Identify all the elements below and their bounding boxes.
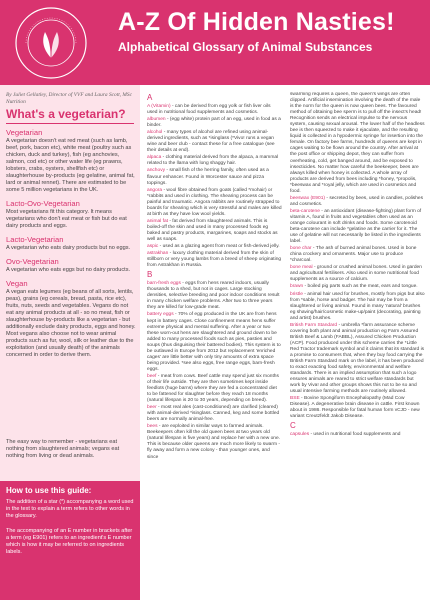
howto-paragraph-1: The addition of a star (*) accompanying a word used in the text to explain a term refers to other words in the glossary. xyxy=(6,499,134,519)
header-banner xyxy=(0,0,430,85)
glossary-column-2 xyxy=(290,92,425,598)
page-title: A-Z Of Hidden Nasties! xyxy=(118,8,395,36)
glossary-term: alpaca xyxy=(147,155,162,161)
glossary-term: albumen xyxy=(147,117,166,123)
definition-text: A vegetarian who eats eggs but no dairy products. xyxy=(6,267,131,273)
glossary-definition: - 70% of egg produced in the UK are from hens kept in battery cages. Close confinement means hens suffer extreme physical and mental suffering. After a year or two these worn-out hens are slaughtered and ground down to be added to many processed foods such as pies, pasties and soups (thus disguising their battered bodies). This system is to be outlawed in Europe from 2012 but replacement 'enriched cages' are little better with only tiny amounts of extra space being provided. *see also eggs, free range eggs, barn-fresh eggs. xyxy=(147,312,281,372)
glossary-term: aspic xyxy=(147,244,159,250)
glossary-definition: - meat from cows. Beef cattle may spend just six months of their life outside. They are then sometimes kept inside feedlots (huge barns) where they are fed a concentrated diet to be fattened for slaughter before they reach 18 months (natural lifespan is 20 to 30 years, depending on breed). xyxy=(147,373,279,404)
glossary-definition: - can be derived from egg yolk or fish liver oils used in nutritional food supplements and cosmetics. xyxy=(147,104,271,116)
glossary-term: bone meal xyxy=(290,265,313,271)
glossary-term: beta-carotene xyxy=(290,208,320,214)
glossary-definition: - many types of alcohol are refined using animal-derived ingredients, such as *isinglass (*Vivo! runs a vegan wine and beer club - contact these for a free catalogue (see their details at end). xyxy=(147,130,275,154)
glossary-definition: - fat derived from slaughtered animals. This is boiled-off the skin and used in many processed foods eg baked and pastry products, margarines, soaps and stocks as well as soaps. xyxy=(147,218,278,242)
definition-text: A vegetarian doesn't eat red meat (such as lamb, beef, pork, bacon etc), white meat (poultry such as chicken, duck and turkey), fish (eg anchovies, salmon, cod etc) or other water life (eg prawns, lobsters, crabs, oysters, shellfish etc) or slaughterhouse by-products (eg gelatine, animal fat, lard or animal rennet). There are estimated to be some 5 million vegetarians in the UK. xyxy=(6,138,135,193)
glossary-definition: - wool fibre obtained from goats (called *mohair) or *rabbits and used in clothing. The shearing process can be painful and traumatic. Angora rabbits are routinely strapped to boards for shearing which is very stressful and males are killed at birth as they have low wool yields. xyxy=(147,187,282,217)
definition-text: A vegetarian who eats dairy products but no eggs. xyxy=(6,245,131,251)
glossary-term: capsules xyxy=(290,432,310,438)
glossary-letter-heading: C xyxy=(290,421,296,431)
definition-title: Lacto-Vegetarian xyxy=(6,235,64,244)
glossary-entry xyxy=(147,188,282,218)
glossary-letter-heading: B xyxy=(147,270,153,280)
heading-divider xyxy=(6,123,134,124)
glossary-term: alcohol xyxy=(147,130,163,136)
glossary-term: beer xyxy=(147,405,157,411)
definition-ovo-vegetarian xyxy=(6,257,136,274)
glossary-entry xyxy=(290,396,425,420)
definition-title: Vegetarian xyxy=(6,128,43,137)
vvf-logo-icon xyxy=(14,6,88,80)
glossary-definition: - luxury clothing material derived from the skin of stillborn or very young lambs from a breed of sheep originating from Astrakhan in Russia. xyxy=(147,251,282,269)
glossary-definition: - umbrella *farm assurance scheme covering both plant and animal production eg Farm Assured British Beef & Lamb (FABBL), Assured Chicken Production (ACP). Food produced under this scheme carries the *Little Red Tractor trademark symbol and it claims that its standard is a promise to consumers that, when they buy food carrying the British Farm Standard mark on the label, it has been produced to exact exacting food safety, environmental and welfare standards. There is an implied assumption that such a logo ensures animals are reared to strict welfare standards but work by Viva! and other groups shows this not to be so and usual intensive farming methods are routinely allowed. xyxy=(290,322,425,395)
glossary-term: British Farm Standard xyxy=(290,322,338,328)
glossary-term: BSE xyxy=(290,396,300,402)
closing-note: The easy way to remember - vegetarians eat nothing from slaughtered animals; vegans eat nothing from living or dead animals. xyxy=(6,439,120,459)
glossary-entry xyxy=(290,323,425,396)
glossary-definition: - an antioxidant (disease-fighting) plant form of vitamin A, found in fruits and vegetables often used as an orange colourant in soft drinks and foods. Some carotenoid beta-carotene can include *gelatine as the carrier for it. The use of gelatine will not necessarily be listed in the ingredients label. xyxy=(290,208,422,245)
glossary-entry xyxy=(290,265,425,283)
definition-title: Lacto-Ovo-Vegetarian xyxy=(6,199,80,208)
glossary-column-1 xyxy=(147,92,282,598)
glossary-term: brawn xyxy=(290,284,304,290)
glossary-definition: - boiled pig parts such as the meat, ears and tongue. xyxy=(303,284,418,290)
glossary-definition: - animal hair used for brushes, mostly from pigs but also from *sable, horse and badger. The hair may be from a slaughtered or living animal. Found in many 'natural' brushes eg shaving/hair/cosmetic make-up/paint (decorating, painting and artist) brushes. xyxy=(290,291,425,321)
definition-text: A vegan eats legumes (eg beans of all sorts, lentils, peas), grains (eg cereals, bread, pasta, rice etc), fruits, nuts, seeds and vegetables. Vegans do not eat any animal products at all - so no meat, fish or slaughterhouse by-products like a vegetarian - but additionally exclude dairy products, eggs and honey. Most vegans also choose not to wear animal products such as fur, wool, silk or leather due to the exploitation (and usually death) of the animals concerned in order to derive them. xyxy=(6,289,136,358)
definition-text: Most vegetarians fit this category. It means vegetarians who don't eat meat or fish but do eat dairy products and eggs. xyxy=(6,209,127,229)
definition-vegan xyxy=(6,279,136,359)
definition-lacto-ovo-vegetarian xyxy=(6,199,136,230)
howto-paragraph-2: The accompanying of an E number in brackets after a term (eg E901) refers to an ingredient's E number which is how it may be referred to on ingredients labels. xyxy=(6,528,133,555)
glossary-term: barn-fresh eggs xyxy=(147,281,181,287)
glossary-entry xyxy=(147,405,282,423)
glossary-entry xyxy=(147,424,282,460)
glossary-paragraph: swarming requires a queen, the queen's wings are often clipped. Artificial insemination involving the death of the male is the norm for the queen is now queen bees. The favoured method of obtaining bee sperm is to pull off the insect's head! Recognition sends an electrical impulse to the nervous system, causing sexual arousal. The lower half of the headless bee is then squeezed to make it ejaculate, and the resulting liquid is collected in a hypodermic syringe for insertion into the female. On factory bee farms, hundreds of queens are kept in cages waiting to be flown around the country. After arrival at the post office or shipping depot, they can suffer from overheating, cold, get banged around, and be exposed to insecticides. No matter how careful the beekeeper, bees are always killed when honey is collected. A whole array of products are derived from bees including *honey, *propolis, *beeswax and *royal jelly, which are used in cosmetics and food. xyxy=(290,92,425,194)
glossary-term: astrakhan xyxy=(147,251,169,257)
glossary-entry xyxy=(290,284,425,290)
definition-title: Vegan xyxy=(6,279,28,288)
glossary-definition: - clothing material derived from the alpaca, a mammal related to the llama with long shaggy hair. xyxy=(147,155,279,167)
glossary-definition: - ground or crushed animal bones. Used in garden and agricultural fertilisers. Also used in some nutritional food supplements as a source of calcium. xyxy=(290,265,422,283)
glossary-term: bees xyxy=(147,424,158,430)
glossary-term: beef xyxy=(147,373,157,379)
page-subtitle: Alphabetical Glossary of Animal Substances xyxy=(118,40,373,54)
howto-title: How to use this guide: xyxy=(6,486,92,495)
glossary-entry xyxy=(147,374,282,404)
glossary-term: angora xyxy=(147,187,163,193)
definition-title: Ovo-Vegetarian xyxy=(6,257,59,266)
glossary-letter-heading: A xyxy=(147,93,153,102)
glossary-definition: - small fish of the herring family, often used as a flavour enhancer. Found in Worcester sauce and pizza toppings. xyxy=(147,168,269,186)
glossary-term: bone char xyxy=(290,246,312,252)
glossary-definition: - used as a glazing agent from meat or fish-derived jelly. xyxy=(158,244,280,250)
glossary-entry xyxy=(147,130,282,154)
howto-box xyxy=(0,481,140,600)
glossary-definition: - eggs from hens reared indoors, usually thousands to a shed, but not in cages. Large stocking densities, selective breeding and poor indoor conditions result in many chicken welfare problems. After two to three years they are killed for low-grade meat. xyxy=(147,281,280,311)
byline: By Juliet Gellatley, Director of VVF and Laura Scott, MSc Nutrition xyxy=(6,92,133,105)
glossary-definition: - secreted by bees, used in candles, polishes and cosmetics. xyxy=(290,195,424,207)
glossary-entry xyxy=(290,209,425,245)
glossary-entry xyxy=(147,251,282,269)
glossary-entry xyxy=(147,168,282,186)
glossary-definition: - most real ales (cast-conditioned) are clarified (cleared) with animal-derived *isinglass. Canned, keg and some bottled beers are normally animal-free. xyxy=(147,405,280,423)
glossary-entry xyxy=(147,219,282,243)
glossary-entry xyxy=(147,155,282,167)
glossary-entry xyxy=(290,196,425,208)
glossary-entry xyxy=(147,281,282,311)
vvf-logo xyxy=(14,6,88,80)
glossary-term: animal fat xyxy=(147,218,168,224)
glossary-entry xyxy=(147,117,282,129)
glossary-entry xyxy=(290,292,425,322)
glossary-term: bristle xyxy=(290,291,303,297)
glossary-entry xyxy=(290,246,425,264)
glossary-entry xyxy=(147,104,282,116)
definition-lacto-vegetarian xyxy=(6,235,136,252)
glossary-term: A (Vitamin) xyxy=(147,104,171,109)
glossary-definition: - are exploited in similar ways to farmed animals. Beekeepers often kill the old queen bees at two years old (natural lifespan is five years) and replace her with a new one. This is because older queens are much more likely to swarm - fly away and form a new colony - than younger ones, and since xyxy=(147,424,281,460)
glossary-entry xyxy=(147,312,282,372)
glossary-entry xyxy=(290,432,425,438)
glossary-term: anchovy xyxy=(147,168,166,174)
glossary-term: battery eggs xyxy=(147,312,174,318)
definitions-list xyxy=(6,128,136,364)
glossary-definition: - used in nutritional food supplements and xyxy=(309,432,401,438)
sidebar-heading: What's a vegetarian? xyxy=(6,107,126,121)
glossary-term: beeswax (E901) xyxy=(290,195,326,201)
glossary-definition: - The ash of burned animal bones. Used in bone china crockery and ornaments. Major use to produce *charcoal. xyxy=(290,246,417,264)
definition-vegetarian xyxy=(6,128,136,194)
glossary-definition: - Bovine Spongiform Encephalopathy (Mad Cow Disease). A degenerative brain disease in cattle. First known about in 1986. Responsible for fatal human form vCJD - new variant Creutzfeldt Jakob Disease. xyxy=(290,396,420,420)
glossary-definition: - (egg white) protein part of an egg, used in food as a binder. xyxy=(147,117,281,129)
glossary-entry xyxy=(147,244,282,250)
